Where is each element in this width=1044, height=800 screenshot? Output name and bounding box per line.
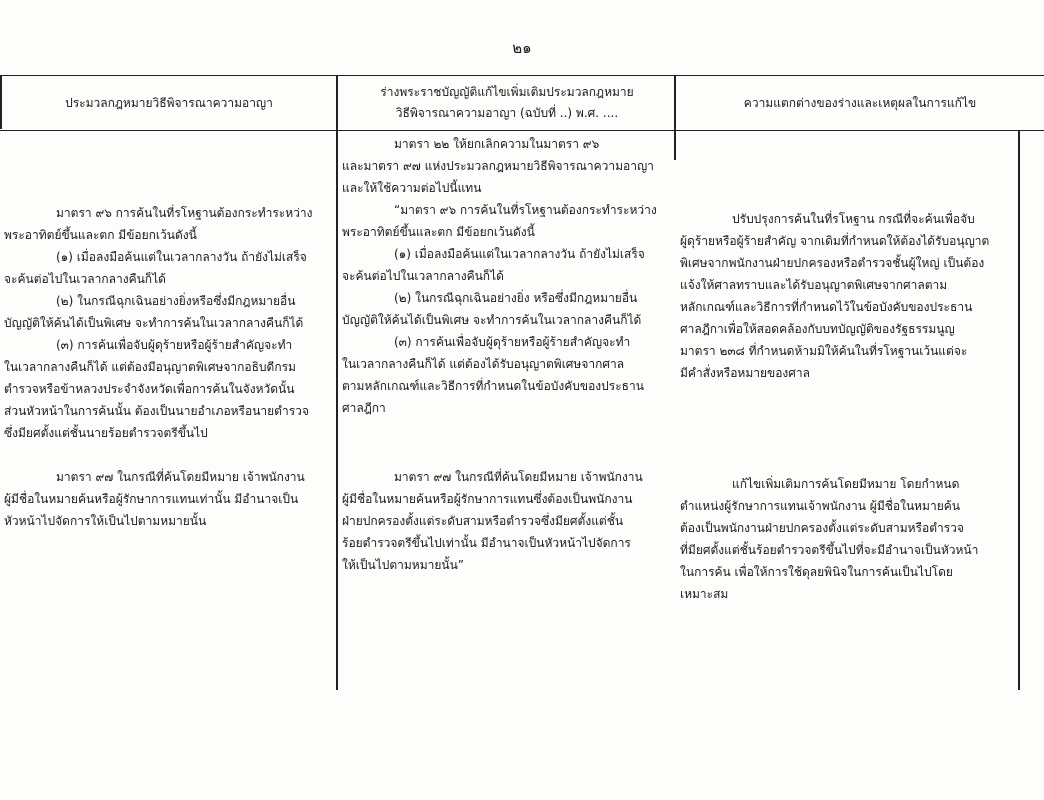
text-line: มีคำสั่งหรือหมายของศาล bbox=[680, 366, 810, 380]
text-line: ตามหลักเกณฑ์และวิธีการที่กำหนดในข้อบังคับของประธาน bbox=[342, 379, 644, 393]
text-line: “มาตรา ๙๖ การค้นในที่รโหฐานต้องกระทำระหว่าง bbox=[394, 203, 657, 217]
text-line: (๒) ในกรณีฉุกเฉินอย่างยิ่งหรือซึ่งมีกฎหมายอื่น bbox=[56, 294, 296, 308]
text-line: (๓) การค้นเพื่อจับผู้ดุร้ายหรือผู้ร้ายสำคัญจะทำ bbox=[394, 335, 631, 349]
header-draft-act bbox=[338, 76, 676, 130]
text-line: และมาตรา ๙๗ แห่งประมวลกฎหมายวิธีพิจารณาความอาญา bbox=[342, 159, 654, 173]
text-line: ฝ่ายปกครองตั้งแต่ระดับสามหรือตำรวจซึ่งมียศตั้งแต่ชั้น bbox=[342, 514, 624, 528]
column-divider-2-stub bbox=[674, 130, 676, 160]
text-line: ตำรวจหรือข้าหลวงประจำจังหวัดเพื่อการค้นในจังหวัดนั้น bbox=[4, 382, 295, 396]
header-current-law-text: ประมวลกฎหมายวิธีพิจารณาความอาญา bbox=[65, 95, 273, 110]
page-number: ๒๑ bbox=[512, 39, 532, 57]
text-line: ให้เป็นไปตามหมายนั้น” bbox=[342, 558, 464, 572]
text-line: ตำแหน่งผู้รักษาการแทนเจ้าพนักงาน ผู้มีชื่อในหมายค้น bbox=[680, 499, 960, 513]
text-line: มาตรา ๒๓๘ ที่กำหนดห้ามมิให้ค้นในที่รโหฐานเว้นแต่จะ bbox=[680, 344, 968, 358]
text-line: ปรับปรุงการค้นในที่รโหฐาน กรณีที่จะค้นเพื่อจับ bbox=[732, 212, 975, 226]
text-line: แจ้งให้ศาลทราบและได้รับอนุญาตพิเศษจากศาลตาม bbox=[680, 278, 948, 292]
current-law-section-97 bbox=[4, 466, 332, 532]
text-line: (๑) เมื่อลงมือค้นแต่ในเวลากลางวัน ถ้ายังไม่เสร็จ bbox=[56, 250, 307, 264]
column-divider-1 bbox=[336, 75, 338, 690]
draft-section-97 bbox=[342, 466, 670, 576]
text-line: (๑) เมื่อลงมือค้นแต่ในเวลากลางวัน ถ้ายังไม่เสร็จ bbox=[394, 247, 645, 261]
text-line: ต้องเป็นพนักงานฝ่ายปกครองตั้งแต่ระดับสามหรือตำรวจ bbox=[680, 521, 964, 535]
text-line: หัวหน้าไปจัดการให้เป็นไปตามหมายนั้น bbox=[4, 514, 207, 528]
text-line: ในการค้น เพื่อให้การใช้ดุลยพินิจในการค้นเป็นไปโดย bbox=[680, 565, 953, 579]
text-line: ผู้ดุร้ายหรือผู้ร้ายสำคัญ จากเดิมที่กำหนดให้ต้องได้รับอนุญาต bbox=[680, 234, 990, 248]
table-border-left bbox=[0, 75, 2, 129]
text-line: และให้ใช้ความต่อไปนี้แทน bbox=[342, 181, 482, 195]
text-line: เหมาะสม bbox=[680, 587, 729, 601]
text-line: (๒) ในกรณีฉุกเฉินอย่างยิ่ง หรือซึ่งมีกฎหมายอื่น bbox=[394, 291, 638, 305]
header-draft-act-line-1: ร่างพระราชบัญญัติแก้ไขเพิ่มเติมประมวลกฎหมาย bbox=[380, 85, 634, 99]
table-header-row bbox=[0, 75, 1044, 131]
text-line: หลักเกณฑ์และวิธีการที่กำหนดไว้ในข้อบังคับของประธาน bbox=[680, 300, 973, 314]
header-current-law bbox=[0, 76, 338, 130]
text-line: มาตรา ๙๗ ในกรณีที่ค้นโดยมีหมาย เจ้าพนักงาน bbox=[394, 470, 643, 484]
text-line: มาตรา ๒๒ ให้ยกเลิกความในมาตรา ๙๖ bbox=[394, 137, 600, 151]
text-line: ในเวลากลางคืนก็ได้ แต่ต้องได้รับอนุญาตพิเศษจากศาล bbox=[342, 357, 625, 371]
text-line: พระอาทิตย์ขึ้นและตก มีข้อยกเว้นดังนี้ bbox=[4, 228, 197, 242]
text-line: จะค้นต่อไปในเวลากลางคืนก็ได้ bbox=[4, 272, 166, 286]
current-law-section-96 bbox=[4, 202, 332, 444]
text-line: ส่วนหัวหน้าในการค้นนั้น ต้องเป็นนายอำเภอหรือนายตำรวจ bbox=[4, 404, 309, 418]
reason-search-private-place bbox=[680, 208, 1014, 384]
text-line: (๓) การค้นเพื่อจับผู้ดุร้ายหรือผู้ร้ายสำคัญจะทำ bbox=[56, 338, 293, 352]
text-line: ที่มียศตั้งแต่ชั้นร้อยตำรวจตรีขึ้นไปที่จะมีอำนาจเป็นหัวหน้า bbox=[680, 543, 979, 557]
text-line: ผู้มีชื่อในหมายค้นหรือผู้รักษาการแทนเท่านั้น มีอำนาจเป็น bbox=[4, 492, 299, 506]
header-differences-reasons bbox=[676, 76, 1044, 130]
text-line: บัญญัติให้ค้นได้เป็นพิเศษ จะทำการค้นในเวลากลางคืนก็ได้ bbox=[4, 316, 304, 330]
text-line: พระอาทิตย์ขึ้นและตก มีข้อยกเว้นดังนี้ bbox=[342, 225, 535, 239]
text-line: แก้ไขเพิ่มเติมการค้นโดยมีหมาย โดยกำหนด bbox=[732, 477, 960, 491]
header-draft-act-line-2: วิธีพิจารณาความอาญา (ฉบับที่ ..) พ.ศ. .... bbox=[395, 106, 619, 120]
text-line: จะค้นต่อไปในเวลากลางคืนก็ได้ bbox=[342, 269, 504, 283]
column-divider-3 bbox=[1018, 130, 1020, 690]
column-divider-2-top bbox=[674, 75, 676, 130]
text-line: ศาลฎีกา bbox=[342, 401, 386, 415]
text-line: ในเวลากลางคืนก็ได้ แต่ต้องมีอนุญาตพิเศษจากอธิบดีกรม bbox=[4, 360, 296, 374]
text-line: มาตรา ๙๖ การค้นในที่รโหฐานต้องกระทำระหว่าง bbox=[56, 206, 313, 220]
draft-section-22 bbox=[342, 133, 670, 419]
text-line: บัญญัติให้ค้นได้เป็นพิเศษ จะทำการค้นในเวลากลางคืนก็ได้ bbox=[342, 313, 642, 327]
text-line: ผู้มีชื่อในหมายค้นหรือผู้รักษาการแทนซึ่งต้องเป็นพนักงาน bbox=[342, 492, 633, 506]
text-line: มาตรา ๙๗ ในกรณีที่ค้นโดยมีหมาย เจ้าพนักงาน bbox=[56, 470, 305, 484]
text-line: ร้อยตำรวจตรีขึ้นไปเท่านั้น มีอำนาจเป็นหัวหน้าไปจัดการ bbox=[342, 536, 631, 550]
text-line: ซึ่งมียศตั้งแต่ชั้นนายร้อยตำรวจตรีขึ้นไป bbox=[4, 426, 208, 440]
reason-search-with-warrant bbox=[680, 473, 1014, 605]
header-differences-reasons-text: ความแตกต่างของร่างและเหตุผลในการแก้ไข bbox=[743, 95, 977, 110]
text-line: ศาลฎีกาเพื่อให้สอดคล้องกับบทบัญญัติของรัฐธรรมนูญ bbox=[680, 322, 955, 336]
text-line: พิเศษจากพนักงานฝ่ายปกครองหรือตำรวจชั้นผู้ใหญ่ เป็นต้อง bbox=[680, 256, 985, 270]
